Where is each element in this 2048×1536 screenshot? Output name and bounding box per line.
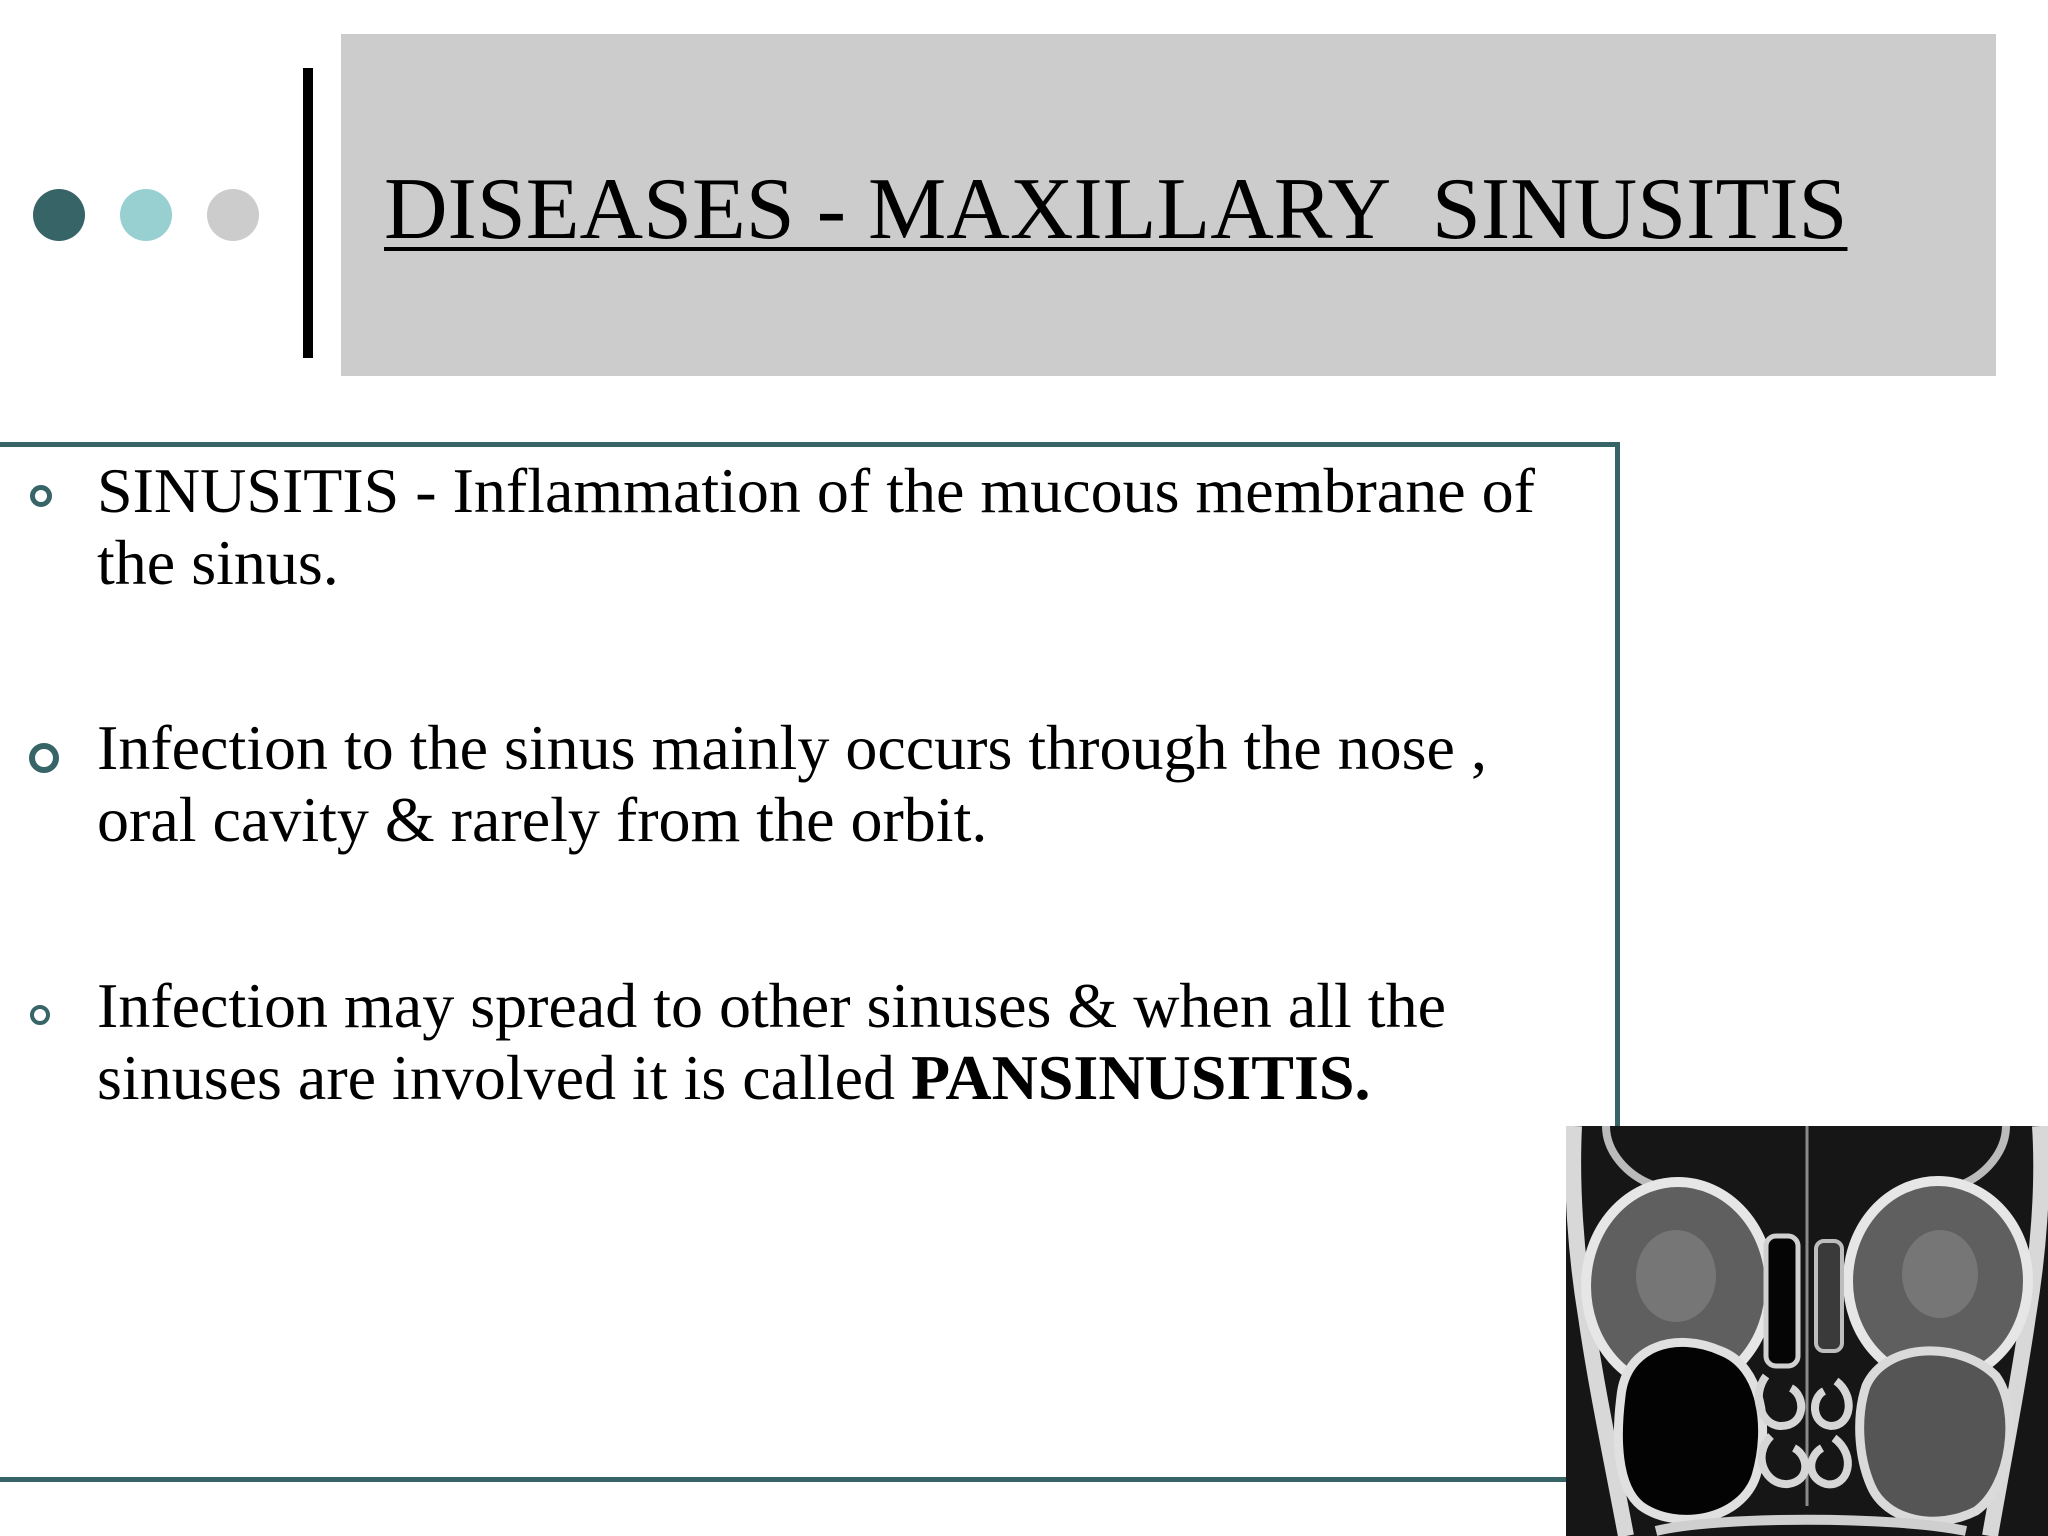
bullet-circle-icon <box>30 1005 50 1025</box>
bullet-circle-icon <box>30 485 52 507</box>
bullet-text-plain: SINUSITIS - Inflammation of the mucous membrane of the sinus. <box>97 455 1535 598</box>
decorative-dots <box>33 189 263 241</box>
title-banner <box>341 34 1996 376</box>
bullet-text-bold: PANSINUSITIS. <box>911 1042 1371 1113</box>
bullet-text <box>97 970 1597 1114</box>
dot-light <box>120 189 172 241</box>
dot-dark <box>33 189 85 241</box>
bullet-text-plain: Infection to the sinus mainly occurs through the nose , oral cavity & rarely from the orbit. <box>97 712 1487 855</box>
slide-title: DISEASES - MAXILLARY SINUSITIS <box>384 161 1848 258</box>
accent-bar <box>303 68 313 358</box>
bullet-circle-icon <box>29 743 59 773</box>
content-frame <box>0 442 1620 1482</box>
bullet-text <box>97 712 1597 856</box>
dot-gray <box>207 189 259 241</box>
bullet-text <box>97 455 1597 599</box>
bullet-text-plain: Infection may spread to other sinuses & when all the sinuses are involved it is called <box>97 970 1446 1113</box>
ct-scan-sinus-image <box>1566 1126 2048 1536</box>
